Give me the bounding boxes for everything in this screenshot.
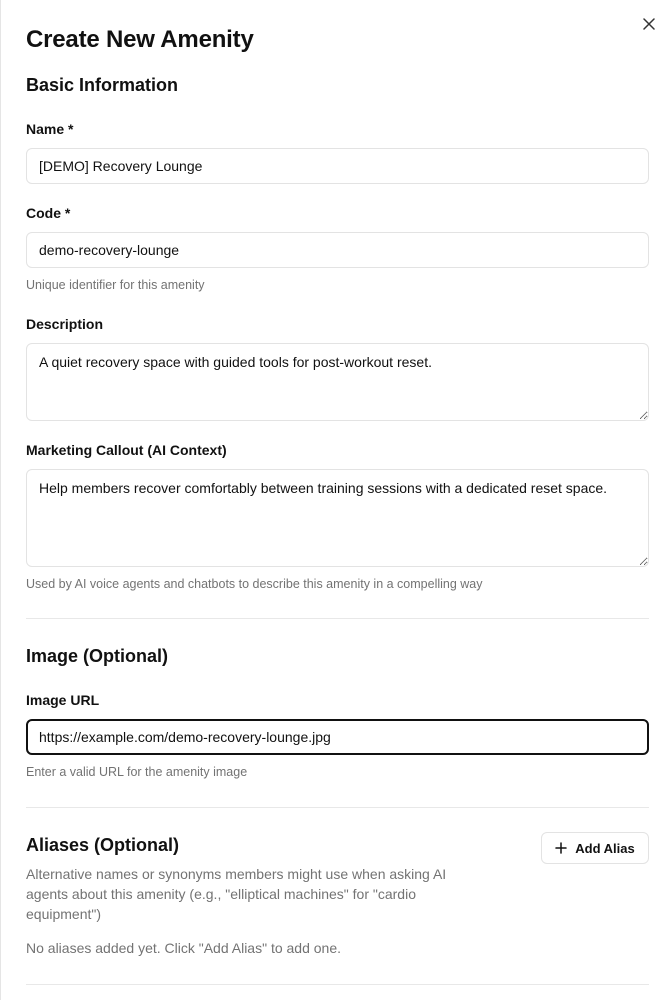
code-input[interactable]	[26, 232, 649, 268]
section-divider	[26, 984, 649, 985]
section-divider	[26, 807, 649, 808]
marketing-callout-textarea[interactable]	[26, 469, 649, 567]
code-label: Code *	[26, 205, 71, 221]
aliases-description: Alternative names or synonyms members might use when asking AI agents about this amenity (e.g., "elliptical machines" for "cardio equipment")	[26, 866, 447, 922]
close-icon	[643, 18, 655, 30]
marketing-callout-label: Marketing Callout (AI Context)	[26, 442, 227, 458]
close-button[interactable]	[639, 14, 659, 34]
basic-info-heading: Basic Information	[26, 75, 179, 95]
aliases-heading: Aliases (Optional)	[26, 835, 180, 855]
name-input[interactable]	[26, 148, 649, 184]
marketing-callout-hint: Used by AI voice agents and chatbots to describe this amenity in a compelling way	[26, 577, 483, 591]
description-textarea[interactable]	[26, 343, 649, 421]
image-url-label: Image URL	[26, 692, 100, 708]
section-divider	[26, 618, 649, 619]
image-heading: Image (Optional)	[26, 646, 169, 666]
add-alias-label: Add Alias	[575, 840, 635, 856]
dialog-title: Create New Amenity	[26, 26, 254, 53]
image-url-input[interactable]	[26, 719, 649, 755]
code-hint: Unique identifier for this amenity	[26, 278, 205, 292]
add-alias-button[interactable]	[541, 832, 649, 864]
aliases-empty-message: No aliases added yet. Click "Add Alias" to add one.	[26, 940, 342, 956]
plus-icon	[555, 842, 567, 854]
name-label: Name *	[26, 121, 74, 137]
image-url-hint: Enter a valid URL for the amenity image	[26, 765, 248, 779]
description-label: Description	[26, 316, 104, 332]
